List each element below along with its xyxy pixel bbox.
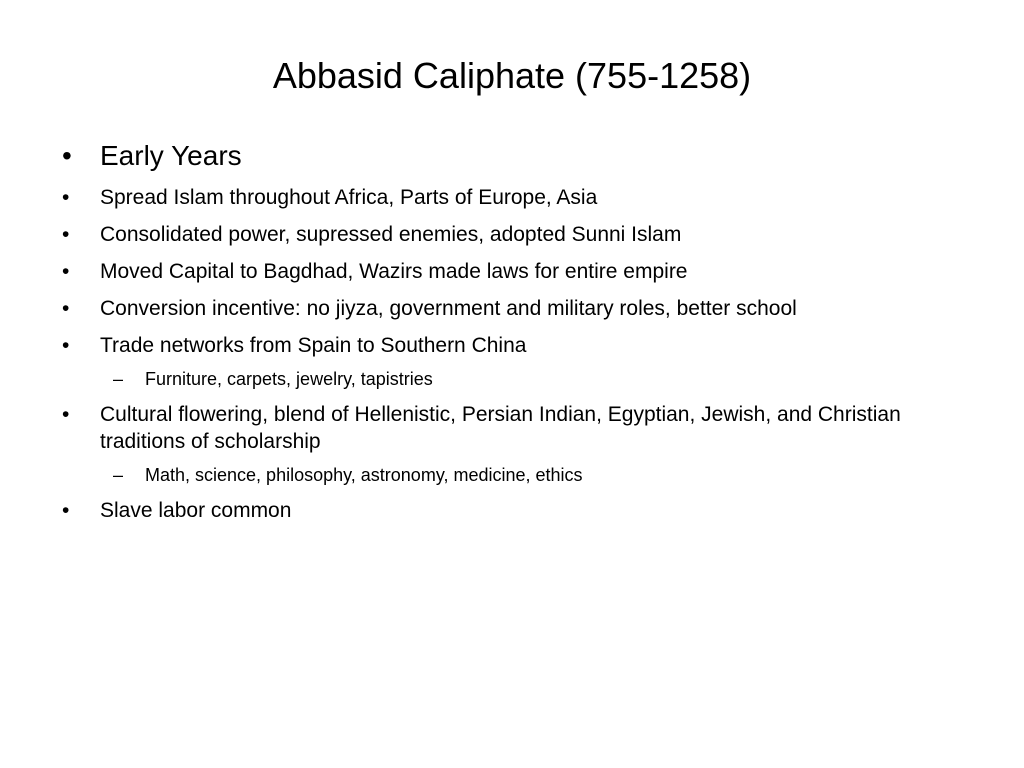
list-item [56, 332, 976, 359]
list-item-text: Trade networks from Spain to Southern China [100, 334, 527, 357]
bullet-marker: • [62, 403, 70, 426]
list-item [56, 497, 976, 524]
sub-list-item-text: Math, science, philosophy, astronomy, medicine, ethics [145, 465, 583, 485]
slide-title: Abbasid Caliphate (755-1258) [272, 55, 752, 96]
list-item-text: Early Years [100, 140, 242, 171]
bullet-marker: • [62, 186, 70, 209]
list-item-text: Consolidated power, supressed enemies, adopted Sunni Islam [100, 223, 682, 246]
bullet-list [56, 134, 976, 524]
list-item-text: Conversion incentive: no jiyza, government and military roles, better school [100, 297, 797, 320]
bullet-marker: • [62, 499, 70, 522]
bullet-marker: • [62, 297, 70, 320]
list-item-text: Spread Islam throughout Africa, Parts of Europe, Asia [100, 186, 598, 209]
list-item-text: Cultural flowering, blend of Hellenistic, Persian Indian, Egyptian, Jewish, and Christian traditions of scholarship [100, 403, 901, 453]
list-item [56, 258, 976, 285]
list-item [56, 401, 976, 455]
list-item [56, 134, 976, 178]
list-item-text: Slave labor common [100, 499, 292, 522]
bullet-marker: • [62, 223, 70, 246]
bullet-marker: • [62, 334, 70, 357]
list-item-text: Moved Capital to Bagdhad, Wazirs made laws for entire empire [100, 260, 688, 283]
bullet-marker: • [62, 260, 70, 283]
bullet-marker: • [62, 140, 72, 171]
sub-list-item-text: Furniture, carpets, jewelry, tapistries [145, 369, 433, 389]
sub-list-item [56, 367, 976, 391]
list-item [56, 295, 976, 322]
dash-marker: – [113, 465, 124, 485]
sub-list-item [56, 463, 976, 487]
dash-marker: – [113, 369, 124, 389]
list-item [56, 221, 976, 248]
list-item [56, 184, 976, 211]
